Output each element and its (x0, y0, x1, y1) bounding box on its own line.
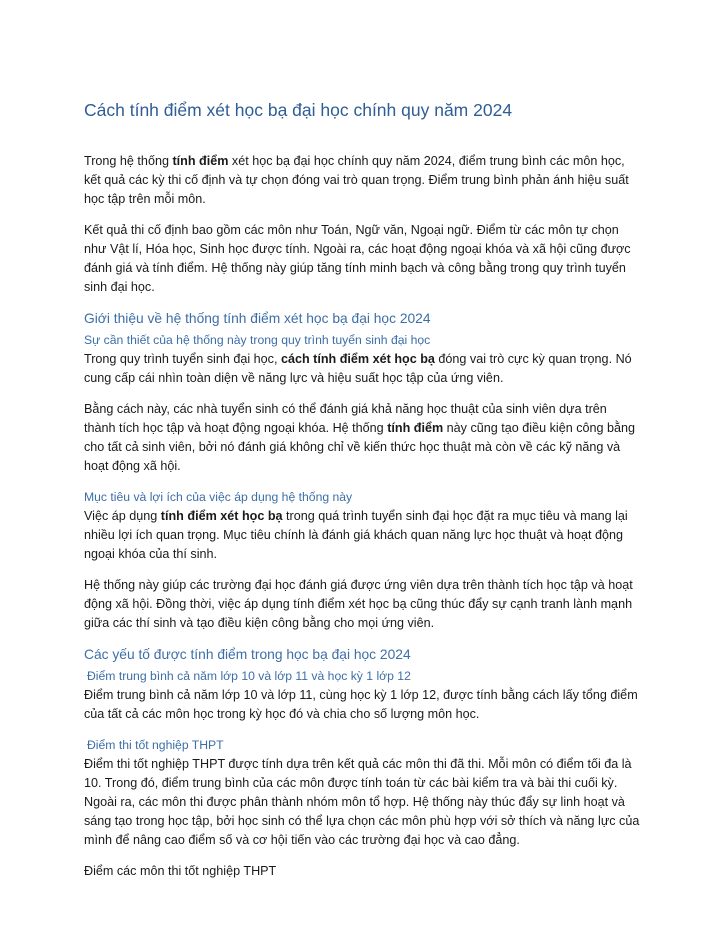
graduation-exam-paragraph-2: Điểm các môn thi tốt nghiệp THPT (84, 864, 277, 878)
necessity-paragraph-1: Trong quy trình tuyển sinh đại học, cách tính điểm xét học bạ đóng vai trò cực kỳ quan trọng. Nó cung cấp cái nhìn toàn diện về năng lực và hiệu suất học tập của ứng viên. (84, 352, 632, 385)
goals-paragraph-2: Hệ thống này giúp các trường đại học đánh giá được ứng viên dựa trên thành tích học tập và hoạt động xã hội. Đồng thời, việc áp dụng tính điểm xét học bạ cũng thúc đẩy sự cạnh tranh lành mạnh giữa các thí sinh và tạo điều kiện công bằng cho mọi ứng viên. (84, 578, 633, 630)
section-heading-intro: Giới thiệu về hệ thống tính điểm xét học bạ đại học 2024 (84, 311, 431, 326)
subsection-heading-goals: Mục tiêu và lợi ích của việc áp dụng hệ thống này (84, 490, 353, 504)
average-score-paragraph: Điểm trung bình cả năm lớp 10 và lớp 11, cùng học kỳ 1 lớp 12, được tính bằng cách lấy tổng điểm của tất cả các môn học trong kỳ học đó và chia cho số lượng môn học. (84, 688, 638, 721)
subsection-heading-graduation-exam: Điểm thi tốt nghiệp THPT (87, 738, 224, 752)
subsection-heading-necessity: Sự cần thiết của hệ thống này trong quy trình tuyển sinh đại học (84, 333, 431, 347)
necessity-paragraph-2: Bằng cách này, các nhà tuyển sinh có thể đánh giá khả năng học thuật của sinh viên dựa trên thành tích học tập và hoạt động ngoại khóa. Hệ thống tính điểm này cũng tạo điều kiện công bằng cho tất cả sinh viên, bởi nó đánh giá không chỉ về kiến thức học thuật mà còn về các kỹ năng và hoạt động xã hội. (84, 402, 636, 473)
section-heading-factors: Các yếu tố được tính điểm trong học bạ đại học 2024 (84, 647, 411, 662)
goals-paragraph-1: Việc áp dụng tính điểm xét học bạ trong quá trình tuyển sinh đại học đặt ra mục tiêu và mang lại nhiều lợi ích quan trọng. Mục tiêu chính là đánh giá khách quan năng lực học thuật và hoạt động ngoại khóa của thí sinh. (84, 509, 628, 561)
document-body (84, 152, 640, 893)
intro-paragraph-2: Kết quả thi cố định bao gồm các môn như Toán, Ngữ văn, Ngoại ngữ. Điểm từ các môn tự chọn như Vật lí, Hóa học, Sinh học được tính. Ngoài ra, các hoạt động ngoại khóa và xã hội cũng được đánh giá và tính điểm. Hệ thống này giúp tăng tính minh bạch và công bằng trong quy trình tuyển sinh đại học. (84, 223, 631, 294)
subsection-heading-average-score: Điểm trung bình cả năm lớp 10 và lớp 11 và học kỳ 1 lớp 12 (87, 669, 411, 683)
graduation-exam-paragraph-1: Điểm thi tốt nghiệp THPT được tính dựa trên kết quả các môn thi đã thi. Mỗi môn có điểm tối đa là 10. Trong đó, điểm trung bình của các môn được tính toán từ các bài kiểm tra và bài thi cuối kỳ. Ngoài ra, các môn thi được phân thành nhóm môn tổ hợp. Hệ thống này thúc đẩy sự linh hoạt và sáng tạo trong học tập, bởi học sinh có thể lựa chọn các môn phù hợp với sở thích và năng lực của mình để nâng cao điểm số và cơ hội tiến vào các trường đại học và cao đẳng. (84, 757, 640, 847)
document-title: Cách tính điểm xét học bạ đại học chính quy năm 2024 (84, 100, 513, 120)
intro-paragraph-1: Trong hệ thống tính điểm xét học bạ đại học chính quy năm 2024, điểm trung bình các môn học, kết quả các kỳ thi cố định và tự chọn đóng vai trò quan trọng. Điểm trung bình phản ánh hiệu suất học tập trên mỗi môn. (84, 154, 629, 206)
